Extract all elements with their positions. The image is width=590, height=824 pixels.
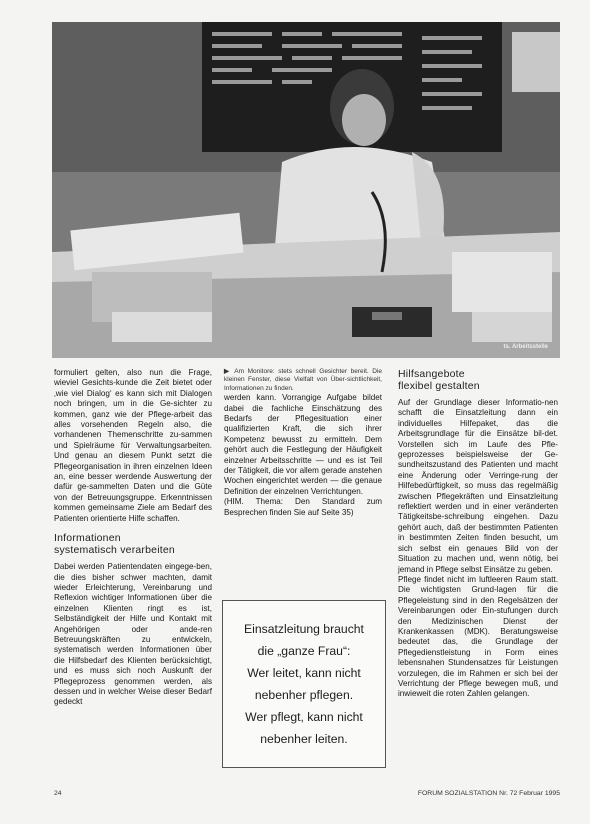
journal-name: FORUM SOZIALSTATION Nr. 72 Februar 1995 — [417, 790, 560, 797]
quote-line-6: nebenher leiten. — [260, 732, 348, 746]
left-paragraph-1: formuliert gelten, also nun die Frage, wieviel Gesichts-kunde die Zeit bietet oder ‚wie viel Dialog‘ es kann sich mit Dialogen noch bringen, um in die Ge-sichter zu kommen, ganz wie der Pflege-arbeit das alles vorsehenden Regeln also, die vorhandenen Themenschritte zu-sammen und Spielräume für Verwaltungsarbeiten. Und genau an diesem Punkt setzt die Pflegeorganisation in ihren einzelnen Ideen an, eine besser werdende Auswertung der dafür ge-sammelten Daten und die Güte von der Betreuungsgruppe. Erkenntnissen kommen gemeinsame Ziele am Bedarf des Patienten orientierte Hilfe schaffen. — [54, 368, 212, 523]
right-subhead — [398, 368, 558, 392]
middle-column — [224, 368, 382, 518]
left-subhead-line-2: systematisch verarbeiten — [54, 544, 175, 557]
right-paragraph-1: Auf der Grundlage dieser Informatio-nen schafft die Einsatzleitung dann ein individuelles Hilfepaket, das die Arbeitsgrundlage für die Einsätze bil-det. Vorstellen sich im Laufe des Pfle-geprozesses beispielsweise der Ge-sundheitszustand des Patienten und macht eine Änderung oder Verringe-rung der Hilfebedürftigkeit, so muss das regelmäßig zwischen Pflegekräften und Einsatzleitung reflektiert werden und in einer veränderten Tätigkeitsbe-schreibung eingehen. Dazu gehört auch, daß der bestimmten Patienten in bestimmten Zeiten finden besucht, um sich selbst ein genaues Bild von der Situation zu machen und, wenn nötig, bei jemand in Pflege selbst Einsätze zu geben. — [398, 398, 558, 574]
right-subhead-line-2: flexibel gestalten — [398, 380, 480, 392]
right-paragraph-2: Pflege findet nicht im luftleeren Raum statt. Die wichtigsten Grund-lagen für die Pflegeleistung sind in den Regelsätzen der Vereinbarungen oder Ein-stufungen durch den Medizinischen Dienst der Krankenkassen (MDK). Beratungsweise bedeutet das, die Grundlage der Pflegedienstleistung in Form eines lebensnahen Stundensatzes für Leistungen vorzulegen, die im Rahmen er sich bei der Verrichtung der Pflege bewegen muß, und inwieweit die roten Zahlen gelangen. — [398, 574, 558, 699]
office-photo — [52, 22, 560, 358]
left-subhead-line-1: Informationen — [54, 532, 121, 545]
photo-illustration — [52, 22, 560, 358]
left-paragraph-2: Dabei werden Patientendaten eingege-ben, die dies bisher schwer machten, damit wieder Erleichterung, Vereinbarung und Reflexion wichtiger Informationen über die einzelnen Klienten ringt es ist, Selbständigkeit der Hilfe und Kontakt mit Angehörigen oder ande-ren Betreuungskräften zu entwickeln, systematisch werden Informationen über die Hilfsbedarf des Klienten berücksichtigt, und es muss sich noch Auskunft der Pflegeprozess genommen werden, als dessen und in welcher Weise dieser Bedarf gedeckt — [54, 562, 212, 707]
quote-line-4: nebenher pflegen. — [254, 688, 354, 702]
mid-reference: (HIM. Thema: Den Standard zum Besprechen finden Sie auf Seite 35) — [224, 497, 382, 517]
mid-paragraph-1: werden kann. Vorrangige Aufgabe bildet dabei die fachliche Einschätzung des Bedarfs der Pflegesituation einer qualifizierten Kraft, die sich ihrer Kompetenz bewusst zu ermitteln. Dem gehört auch die Festlegung der Häufigkeit einzelner Arbeitsschritte — und es ist Teil der Tätigkeit, die vor allem gerade anstehen Wochen eingerichtet werden — die genaue Definition der einzelnen Verrichtungen. — [224, 393, 382, 496]
pull-quote — [222, 600, 386, 768]
quote-line-3: Wer leitet, kann nicht — [247, 666, 361, 680]
photo-credit: ts. Arbeitsstelle — [503, 344, 548, 350]
caption-text: Am Monitore: stets schnell Gesichter bereit. Die kleinen Fenster, diese Vielfalt von Über-sichtlichkeit, Informationen zu finden. — [224, 368, 382, 392]
left-subhead — [54, 532, 212, 556]
right-subhead-line-1: Hilfsangebote — [398, 368, 465, 380]
page-number: 24 — [54, 790, 62, 797]
quote-line-1: Einsatzleitung braucht — [244, 622, 364, 636]
left-column — [54, 368, 212, 708]
page-footer — [54, 790, 560, 797]
right-column — [398, 368, 558, 700]
quote-line-2: die „ganze Frau“: — [257, 644, 351, 658]
quote-line-5: Wer pflegt, kann nicht — [245, 710, 363, 724]
caption-arrow-icon: ▶ — [224, 368, 235, 375]
photo-caption — [224, 368, 382, 393]
